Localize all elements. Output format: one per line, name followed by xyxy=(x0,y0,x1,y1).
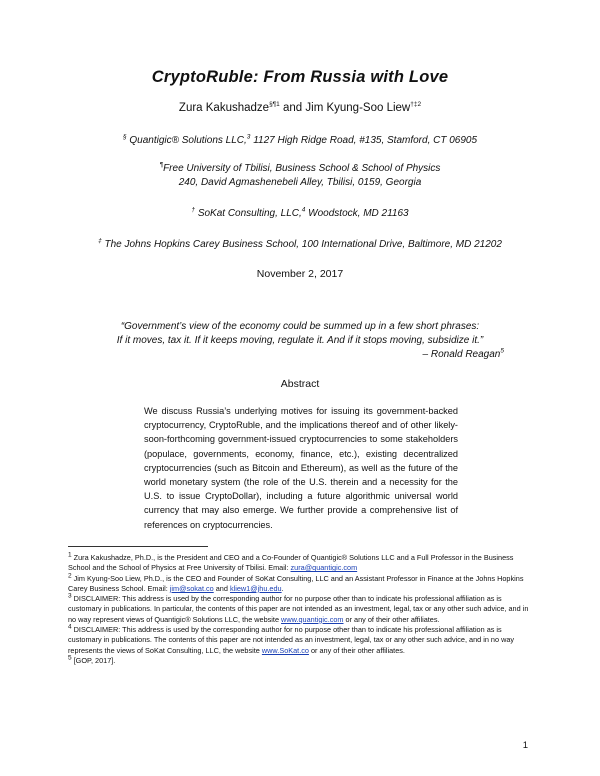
quote-line-2: If it moves, tax it. If it keeps moving, regulate it. And if it stops moving, subsidize it.” xyxy=(116,335,484,346)
affiliation-sokat xyxy=(60,207,540,221)
paper-date: November 2, 2017 xyxy=(256,268,344,280)
affiliation-line-1 xyxy=(60,162,540,176)
quote-attribution xyxy=(96,348,504,362)
affiliation-address: Woodstock, MD 21163 xyxy=(308,208,409,219)
quote-line-1: “Government’s view of the economy could be summed up in a few short phrases: xyxy=(120,321,480,332)
footnote-end: or any of their other affiliates. xyxy=(345,614,440,624)
footnote-separator xyxy=(68,546,208,547)
author-1-name: Zura Kakushadze xyxy=(178,102,270,114)
email-link-jim[interactable]: jim@sokat.co xyxy=(169,583,214,593)
epigraph-quote xyxy=(96,320,504,362)
quote-footnote-mark: 5 xyxy=(500,347,504,355)
abstract-body: We discuss Russia’s underlying motives for issuing its government-backed cryptocurrency, CryptoRuble, and the implications thereof and of other likely-soon-forthcoming government-issued cryptocurrencies to some stakeholders (populace, governments, economy, finance, etc.), existing decentralized cryptocurrencies (such as Bitcoin and Ethereum), as well as the future of the world monetary system (the role of the U.S. therein and a necessity for the U.S. to issue CryptoDollar), including a future algorithmic universal world currency that may also emerge. We further provide a comprehensive list of references on cryptocurrencies. xyxy=(144,406,458,530)
footnote-end: or any of their other affiliates. xyxy=(310,645,405,655)
footnote-2 xyxy=(68,574,536,595)
author-2-marks: †‡2 xyxy=(410,101,422,109)
affiliation-jhu xyxy=(60,238,540,252)
footnote-text: DISCLAIMER: This address is used by the corresponding author for no purpose other than to indicate his professional affiliation as is customary in publications. The contents of this paper are not intended as an investment, legal, tax or any other such advice, and in no way represents the views of SoKat Consulting, LLC, the website xyxy=(68,625,515,655)
affiliation-mark: † xyxy=(191,206,196,214)
paper-title: CryptoRuble: From Russia with Love xyxy=(151,68,449,86)
author-and: and xyxy=(283,102,303,114)
affiliation-line-2: 240, David Agmashenebeli Alley, Tbilisi, 0159, Georgia xyxy=(178,177,422,188)
affiliation-mark: ‡ xyxy=(98,237,102,245)
footnotes xyxy=(68,553,536,666)
footnote-1 xyxy=(68,553,536,574)
footnote-mark: 4 xyxy=(68,623,72,631)
author-2-name: Jim Kyung-Soo Liew xyxy=(305,102,411,114)
author-line xyxy=(60,102,540,114)
footnote-5 xyxy=(68,656,536,666)
author-1-marks: §¶1 xyxy=(269,101,280,109)
footnote-and: and xyxy=(215,583,228,593)
footnote-text: Jim Kyung-Soo Liew, Ph.D., is the CEO and Founder of SoKat Consulting, LLC and an Assistant Professor in Finance at the Johns Hopkins Carey Business School. Email: xyxy=(68,573,524,593)
footnote-3 xyxy=(68,594,536,625)
affiliation-quantigic xyxy=(60,134,540,148)
affiliation-text: Quantigic® Solutions LLC, xyxy=(129,135,247,146)
affiliation-text: SoKat Consulting, LLC, xyxy=(197,208,302,219)
quote-author: – Ronald Reagan xyxy=(422,349,501,360)
footnote-mark: 5 xyxy=(68,654,72,662)
footnote-mark: 2 xyxy=(68,572,72,580)
affiliation-text: Free University of Tbilisi, Business School & School of Physics xyxy=(163,163,441,174)
affiliation-mark: ¶ xyxy=(159,161,164,169)
affiliation-text: The Johns Hopkins Carey Business School, 100 International Drive, Baltimore, MD 21202 xyxy=(104,239,502,250)
email-link-zura[interactable]: zura@quantigic.com xyxy=(290,563,358,573)
website-link-quantigic[interactable]: www.quantigic.com xyxy=(281,614,344,624)
footnote-text: DISCLAIMER: This address is used by the corresponding author for no purpose other than to indicate his professional affiliation as is customary in publications. In particular, the contents of this paper are not intended as an investment, legal, tax or any other such advice, and in no way represent views of Quantigic® Solutions LLC, the website xyxy=(68,594,529,624)
affiliation-tbilisi xyxy=(60,162,540,190)
affiliation-footnote-mark: 4 xyxy=(301,206,306,214)
affiliation-footnote-mark: 3 xyxy=(246,133,251,141)
footnote-text: [GOP, 2017]. xyxy=(73,655,116,665)
affiliation-address: 1127 High Ridge Road, #135, Stamford, CT 06905 xyxy=(253,135,478,146)
email-link-kliew[interactable]: kliew1@jhu.edu xyxy=(229,583,282,593)
footnote-end: . xyxy=(281,583,284,593)
affiliation-mark: § xyxy=(122,133,127,141)
footnote-4 xyxy=(68,625,536,656)
abstract-heading: Abstract xyxy=(280,378,320,390)
page-number: 1 xyxy=(522,740,528,751)
footnote-mark: 1 xyxy=(68,551,72,559)
footnote-mark: 3 xyxy=(68,592,72,600)
footnote-text: Zura Kakushadze, Ph.D., is the President and CEO and a Co-Founder of Quantigic® Solutions LLC and a Full Professor in the Business School and the School of Physics at Free University of Tbilisi. Email: xyxy=(68,553,514,573)
website-link-sokat[interactable]: www.SoKat.co xyxy=(261,645,309,655)
